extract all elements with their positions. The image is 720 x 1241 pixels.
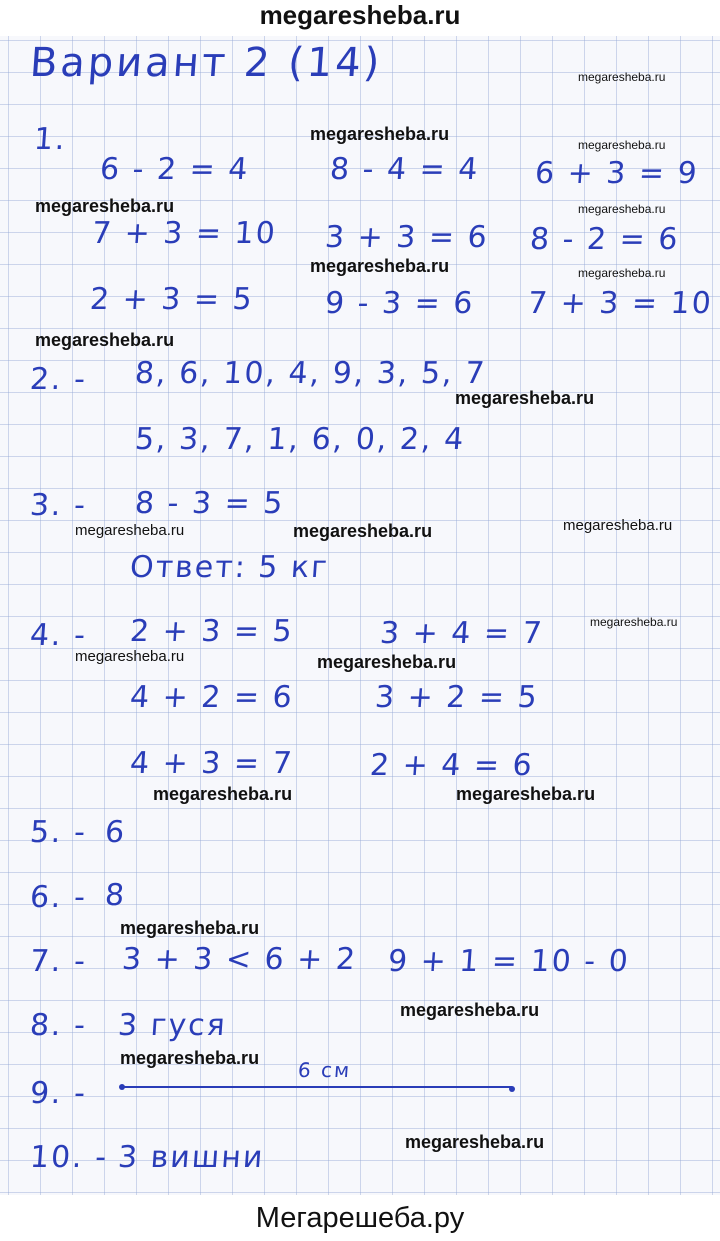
watermark: megaresheba.ru (75, 522, 185, 539)
task9-segment-start (119, 1084, 125, 1090)
task9-segment-end (509, 1086, 515, 1092)
watermark: megaresheba.ru (293, 521, 433, 541)
task1-expr-r1c1: 6 - 2 = 4 (98, 152, 251, 187)
task7-number: 7. - (28, 944, 89, 979)
watermark: megaresheba.ru (578, 202, 666, 216)
task2-line2: 5, 3, 7, 1, 6, 0, 2, 4 (133, 422, 467, 457)
task1-expr-r3c3: 7 + 3 = 10 (526, 286, 714, 321)
task10-number: 10. - (28, 1140, 110, 1175)
watermark: megaresheba.ru (153, 784, 293, 804)
watermark: megaresheba.ru (578, 70, 666, 84)
task1-expr-r1c2: 8 - 4 = 4 (328, 152, 481, 187)
task2-number: 2. - (28, 362, 89, 397)
task2-line1: 8, 6, 10, 4, 9, 3, 5, 7 (133, 356, 488, 391)
task7-left: 3 + 3 < 6 + 2 (120, 942, 359, 977)
task6-number: 6. - (28, 880, 89, 915)
task4-right-3: 2 + 4 = 6 (368, 748, 535, 783)
task4-left-2: 4 + 2 = 6 (128, 680, 295, 715)
watermark: megaresheba.ru (400, 1000, 540, 1020)
task1-expr-r3c1: 2 + 3 = 5 (88, 282, 255, 317)
watermark: megaresheba.ru (75, 648, 185, 665)
task7-right: 9 + 1 = 10 - 0 (386, 944, 631, 979)
task5-answer: 6 (103, 815, 128, 850)
task3-expression: 8 - 3 = 5 (133, 486, 286, 521)
task4-right-2: 3 + 2 = 5 (373, 680, 540, 715)
task9-number: 9. - (28, 1076, 89, 1111)
task4-number: 4. - (28, 618, 89, 653)
watermark: megaresheba.ru (578, 138, 666, 152)
watermark: megaresheba.ru (590, 615, 678, 629)
task1-expr-r2c3: 8 - 2 = 6 (528, 222, 681, 257)
task1-expr-r1c3: 6 + 3 = 9 (533, 156, 700, 191)
watermark: megaresheba.ru (317, 652, 457, 672)
task1-expr-r2c1: 7 + 3 = 10 (90, 216, 278, 251)
task3-number: 3. - (28, 488, 89, 523)
task3-answer: Ответ: 5 кг (128, 550, 331, 585)
task8-answer: 3 гуся (116, 1008, 228, 1043)
watermark: megaresheba.ru (455, 388, 595, 408)
variant-title: Вариант 2 (14) (28, 40, 384, 86)
task8-number: 8. - (28, 1008, 89, 1043)
task9-segment-label: 6 см (297, 1058, 353, 1082)
watermark: megaresheba.ru (405, 1132, 545, 1152)
task6-answer: 8 (103, 878, 128, 913)
watermark: megaresheba.ru (120, 1048, 260, 1068)
task4-left-3: 4 + 3 = 7 (128, 746, 295, 781)
watermark: megaresheba.ru (310, 256, 450, 276)
task9-segment-line (122, 1086, 512, 1088)
task1-number: 1. (32, 122, 68, 157)
task4-right-1: 3 + 4 = 7 (378, 616, 545, 651)
watermark: megaresheba.ru (310, 124, 450, 144)
watermark: megaresheba.ru (35, 196, 175, 216)
task5-number: 5. - (28, 815, 89, 850)
watermark: megaresheba.ru (578, 266, 666, 280)
task1-expr-r2c2: 3 + 3 = 6 (323, 220, 490, 255)
site-footer: Мегарешеба.ру (0, 1195, 720, 1241)
watermark: megaresheba.ru (563, 517, 673, 534)
task4-left-1: 2 + 3 = 5 (128, 614, 295, 649)
site-header: megaresheba.ru (0, 0, 720, 36)
watermark: megaresheba.ru (120, 918, 260, 938)
task1-expr-r3c2: 9 - 3 = 6 (323, 286, 476, 321)
watermark: megaresheba.ru (35, 330, 175, 350)
task10-answer: 3 вишни (116, 1140, 266, 1175)
watermark: megaresheba.ru (456, 784, 596, 804)
